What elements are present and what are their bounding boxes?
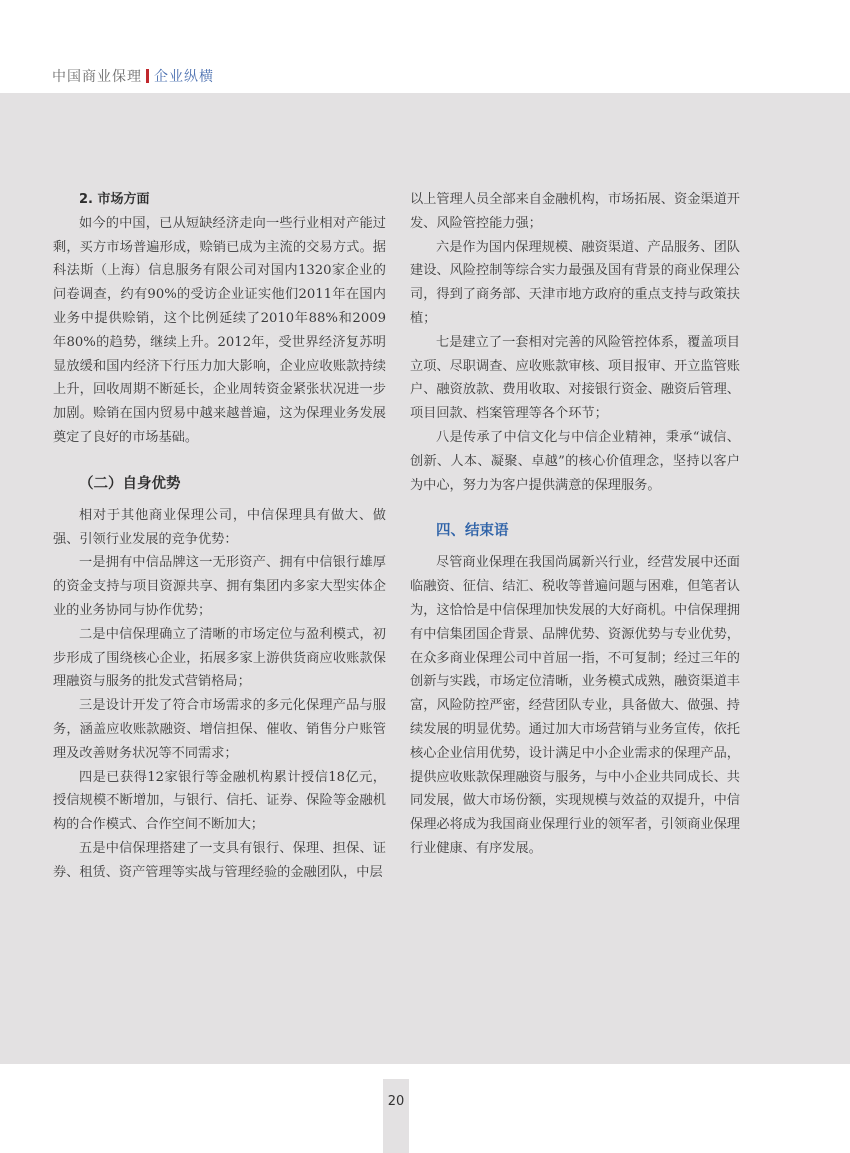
advantage-point-4: 四是已获得12家银行等金融机构累计授信18亿元，授信规模不断增加，与银行、信托、证券、保险等金融机构的合作模式、合作空间不断加大； <box>53 769 386 833</box>
market-paragraph: 如今的中国，已从短缺经济走向一些行业相对产能过剩，买方市场普遍形成，赊销已成为主流的交易方式。据科法斯（上海）信息服务有限公司对国内1320家企业的问卷调查，约有90%的受访企业证实他们2011年在国内业务中提供赊销，这个比例延续了2010年88%和2009年80%的趋势，继续上升。2012年，受世界经济复苏明显放缓和国内经济下行压力加大影响，企业应收账款持续上升，回收周期不断延长，企业周转资金紧张状况进一步加剧。赊销在国内贸易中越来越普遍，这为保理业务发展奠定了良好的市场基础。 <box>53 215 386 445</box>
page-number-tab <box>383 1079 409 1153</box>
publication-name: 中国商业保理 <box>52 69 142 85</box>
section-name: 企业纵横 <box>154 69 214 85</box>
left-column <box>53 188 386 885</box>
advantage-intro: 相对于其他商业保理公司，中信保理具有做大、做强、引领行业发展的竞争优势： <box>53 507 386 547</box>
advantage-point-5: 五是中信保理搭建了一支具有银行、保理、担保、证券、租赁、资产管理等实战与管理经验的金融团队，中层 <box>53 840 386 880</box>
advantage-point-5-continued: 以上管理人员全部来自金融机构，市场拓展、资金渠道开发、风险管控能力强； <box>410 192 740 231</box>
right-column <box>410 188 740 861</box>
advantage-heading: （二）自身优势 <box>79 475 181 492</box>
conclusion-heading: 四、结束语 <box>436 523 509 540</box>
advantage-point-8: 八是传承了中信文化与中信企业精神，秉承“诚信、创新、人本、凝聚、卓越”的核心价值理念，坚持以客户为中心，努力为客户提供满意的保理服务。 <box>410 429 740 493</box>
advantage-point-1: 一是拥有中信品牌这一无形资产、拥有中信银行雄厚的资金支持与项目资源共享、拥有集团内多家大型实体企业的业务协同与协作优势； <box>53 555 386 618</box>
page-header <box>0 0 850 93</box>
advantage-point-6: 六是作为国内保理规模、融资渠道、产品服务、团队建设、风险控制等综合实力最强及国有背景的商业保理公司，得到了商务部、天津市地方政府的重点支持与政策扶植； <box>410 239 740 326</box>
advantage-point-7: 七是建立了一套相对完善的风险管控体系，覆盖项目立项、尽职调查、应收账款审核、项目报审、开立监管账户、融资放款、费用收取、对接银行资金、融资后管理、项目回款、档案管理等各个环节； <box>410 334 740 422</box>
running-head <box>52 66 214 86</box>
page-number: 20 <box>387 1094 405 1109</box>
advantage-point-3: 三是设计开发了符合市场需求的多元化保理产品与服务，涵盖应收账款融资、增信担保、催收、销售分户账管理及改善财务状况等不同需求； <box>53 698 386 761</box>
conclusion-paragraph: 尽管商业保理在我国尚属新兴行业，经营发展中还面临融资、征信、结汇、税收等普遍问题与困难，但笔者认为，这恰恰是中信保理加快发展的大好商机。中信保理拥有中信集团国企背景、品牌优势、资源优势与专业优势，在众多商业保理公司中首屈一指，不可复制；经过三年的创新与实践，市场定位清晰，业务模式成熟，融资渠道丰富，风险防控严密，经营团队专业，具备做大、做强、持续发展的明显优势。通过加大市场营销与业务宣传，依托核心企业信用优势，设计满足中小企业需求的保理产品，提供应收账款保理融资与服务，与中小企业共同成长、共同发展，做大市场份额，实现规模与效益的双提升，中信保理必将成为我国商业保理行业的领军者，引领商业保理行业健康、有序发展。 <box>410 555 740 856</box>
header-divider <box>146 69 149 83</box>
advantage-point-2: 二是中信保理确立了清晰的市场定位与盈利模式，初步形成了围绕核心企业，拓展多家上游供货商应收账款保理融资与服务的批发式营销格局； <box>53 626 386 690</box>
market-heading: 2. 市场方面 <box>79 192 150 207</box>
